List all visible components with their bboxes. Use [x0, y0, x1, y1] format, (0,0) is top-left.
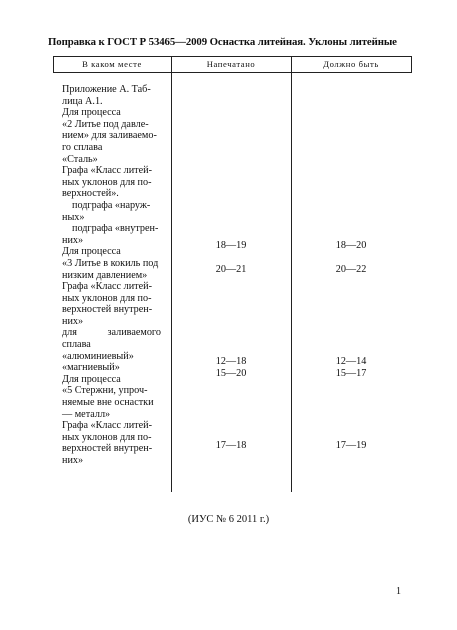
printed-value: 17—18 — [215, 440, 247, 451]
column-divider-2 — [291, 56, 292, 492]
header-bottom-border — [53, 72, 412, 73]
where-column-text — [62, 84, 165, 467]
where-line: Приложение А. Таб- — [62, 84, 151, 95]
where-line: «алюминиевый» — [62, 350, 134, 362]
where-line: них» — [62, 455, 84, 466]
document-title: Поправка к ГОСТ Р 53465—2009 Оснастка литейная. Уклоны литейные — [48, 36, 397, 48]
where-line: «3 Литье в кокиль под — [62, 257, 159, 269]
where-line: «магниевый» — [62, 362, 120, 374]
header-should-be: Должно быть — [323, 59, 379, 69]
should-be-value: 20—22 — [335, 264, 367, 275]
where-line: верхностей внутрен- — [62, 304, 153, 316]
page-number: 1 — [396, 586, 401, 597]
should-be-value: 18—20 — [335, 240, 367, 251]
where-line: ных уклонов для по- — [62, 176, 152, 188]
should-be-value: 17—19 — [335, 440, 367, 451]
where-line: подграфа «внутрен- — [72, 223, 159, 235]
table-top-border — [53, 56, 412, 57]
where-line: Для процесса — [62, 107, 121, 119]
printed-value: 20—21 — [215, 264, 247, 275]
where-line: них» — [62, 315, 84, 327]
where-line: Графа «Класс литей- — [62, 165, 152, 177]
where-line: верхностей». — [62, 188, 119, 200]
where-line: лица А.1. — [62, 95, 103, 107]
where-line: нием» для заливаемо- — [62, 130, 157, 142]
where-line: ных уклонов для по- — [62, 431, 152, 443]
where-line: сплава — [62, 339, 91, 351]
header-printed: Напечатано — [206, 59, 256, 69]
where-line: Графа «Класс литей- — [62, 281, 152, 293]
printed-value: 12—18 — [215, 356, 247, 367]
footer-source: (ИУС № 6 2011 г.) — [187, 514, 270, 525]
table-right-border — [411, 56, 412, 72]
where-line: ных» — [62, 211, 85, 223]
where-line: го сплава — [62, 141, 103, 153]
where-line: ных уклонов для по- — [62, 292, 152, 304]
printed-value: 15—20 — [215, 368, 247, 379]
where-line: низким давлением» — [62, 269, 148, 281]
column-divider-1 — [171, 56, 172, 492]
where-line: няемые вне оснастки — [62, 397, 154, 409]
where-line: подграфа «наруж- — [72, 199, 151, 211]
correction-table — [53, 56, 412, 492]
header-where: В каком месте — [82, 59, 142, 69]
where-line: Для процесса — [62, 246, 121, 258]
where-line: «2 Литье под давле- — [62, 118, 149, 130]
printed-value: 18—19 — [215, 240, 247, 251]
where-line: «5 Стержни, упроч- — [62, 385, 148, 397]
where-line: «Сталь» — [62, 153, 98, 165]
where-line: для заливаемого — [62, 327, 161, 339]
where-line: Графа «Класс литей- — [62, 420, 152, 432]
should-be-value: 15—17 — [335, 368, 367, 379]
should-be-value: 12—14 — [335, 356, 367, 367]
where-line: верхностей внутрен- — [62, 443, 153, 455]
where-line: них» — [62, 234, 84, 246]
where-line: — металл» — [62, 408, 111, 420]
where-line: Для процесса — [62, 373, 121, 385]
